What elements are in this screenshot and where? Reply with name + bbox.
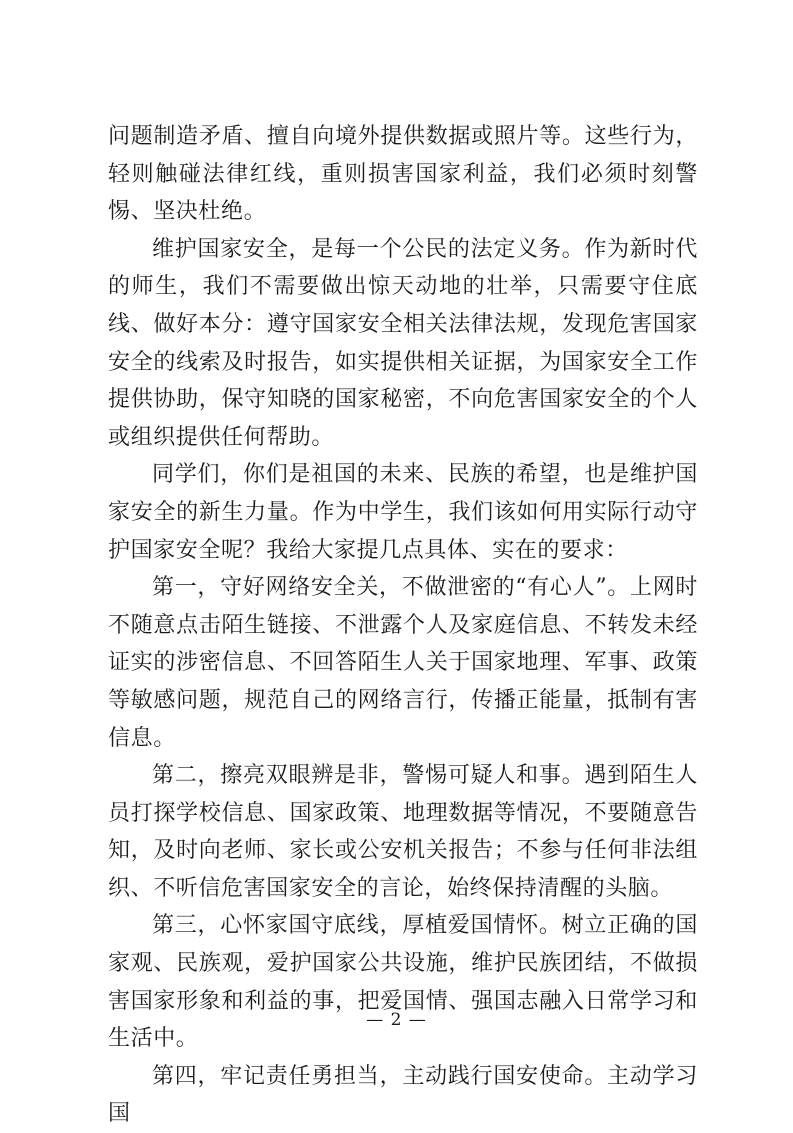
paragraph-5: 第二，擦亮双眼辨是非，警惕可疑人和事。遇到陌生人员打探学校信息、国家政策、地理数据等情况，不要随意告知，及时向老师、家长或公安机关报告；不参与任何非法组织、不听信危害国家安全的言论，始终保持清醒的头脑。 [108, 763, 698, 901]
paragraph-1: 问题制造矛盾、擅自向境外提供数据或照片等。这些行为，轻则触碰法律红线，重则损害国家利益，我们必须时刻警惕、坚决杜绝。 [108, 124, 698, 225]
body-text [108, 118, 698, 1133]
paragraph-4: 第一，守好网络安全关，不做泄密的“有心人”。上网时不随意点击陌生链接、不泄露个人及家庭信息、不转发未经证实的涉密信息、不回答陌生人关于国家地理、军事、政策等敏感问题，规范自己的网络言行，传播正能量，抵制有害信息。 [108, 575, 698, 751]
page-number: — 2 — [366, 1010, 427, 1030]
paragraph-7: 第四，牢记责任勇担当，主动践行国安使命。主动学习国 [108, 1063, 698, 1127]
paragraph-2: 维护国家安全，是每一个公民的法定义务。作为新时代的师生，我们不需要做出惊天动地的壮举，只需要守住底线、做好本分：遵守国家安全相关法律法规，发现危害国家安全的线索及时报告，如实提供相关证据，为国家安全工作提供协助，保守知晓的国家秘密，不向危害国家安全的个人或组织提供任何帮助。 [108, 236, 698, 450]
paragraph-3: 同学们，你们是祖国的未来、民族的希望，也是维护国家安全的新生力量。作为中学生，我们该如何用实际行动守护国家安全呢？我给大家提几点具体、实在的要求： [108, 462, 698, 563]
paragraph-6: 第三，心怀家国守底线，厚植爱国情怀。树立正确的国家观、民族观，爱护国家公共设施，维护民族团结，不做损害国家形象和利益的事，把爱国情、强国志融入日常学习和生活中。 [108, 913, 698, 1052]
